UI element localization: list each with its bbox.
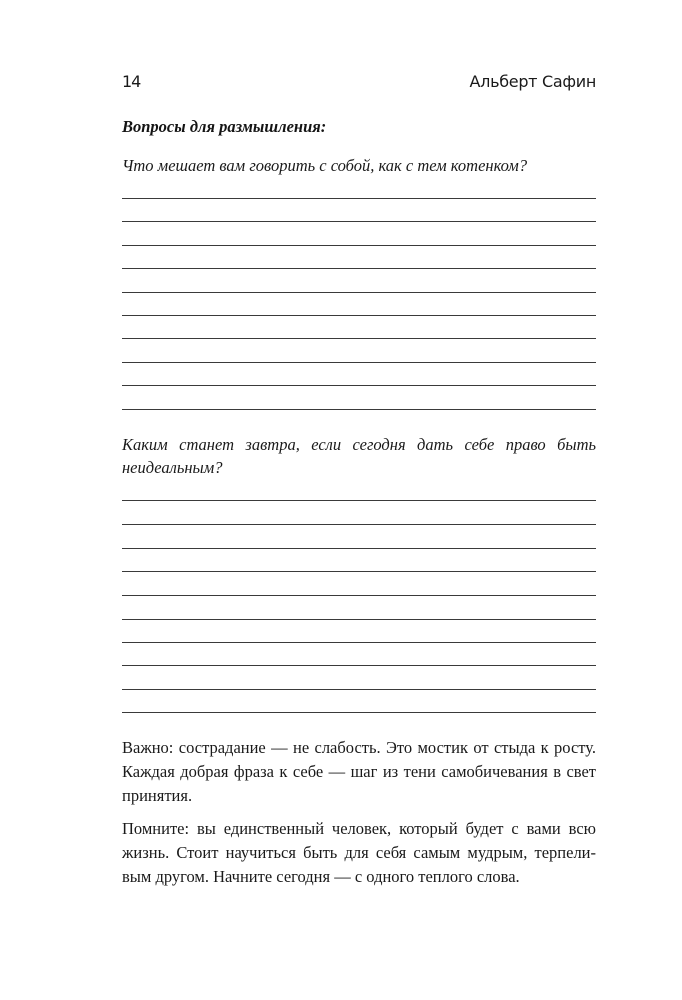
answer-line: [122, 315, 596, 316]
answer-line: [122, 712, 596, 713]
paragraph-line: жизнь. Стоит научиться быть для себя самым мудрым, терпели-: [122, 843, 596, 862]
answer-line: [122, 385, 596, 386]
paragraph-line: Помните: вы единственный человек, который будет с вами всю: [122, 819, 596, 838]
answer-line: [122, 500, 596, 501]
answer-line: [122, 524, 596, 525]
paragraph-line: Важно: сострадание — не слабость. Это мостик от стыда к росту.: [122, 738, 596, 757]
answer-line: [122, 221, 596, 222]
answer-line: [122, 595, 596, 596]
section-title: Вопросы для размышления:: [122, 117, 327, 136]
reflection-question-2: [122, 433, 596, 479]
answer-line: [122, 268, 596, 269]
answer-line: [122, 338, 596, 339]
paragraph-line: Каждая добрая фраза к себе — шаг из тени самобичевания в свет: [122, 762, 596, 781]
answer-line: [122, 409, 596, 410]
answer-line: [122, 548, 596, 549]
answer-line: [122, 619, 596, 620]
paragraph-remember: [122, 817, 596, 889]
answer-line: [122, 571, 596, 572]
answer-line: [122, 362, 596, 363]
paragraph-line: принятия.: [122, 786, 193, 805]
answer-line: [122, 245, 596, 246]
running-head: [122, 72, 596, 96]
answer-line: [122, 642, 596, 643]
paragraph-line: вым другом. Начните сегодня — с одного теплого слова.: [122, 867, 520, 886]
answer-line: [122, 689, 596, 690]
answer-line: [122, 665, 596, 666]
question-2-line-2: неидеальным?: [122, 458, 223, 477]
answer-line: [122, 292, 596, 293]
question-2-line-1: Каким станет завтра, если сегодня дать себе право быть: [122, 435, 596, 454]
page-number: 14: [122, 72, 141, 91]
paragraph-important: [122, 736, 596, 808]
answer-line: [122, 198, 596, 199]
author-name: Альберт Сафин: [469, 72, 596, 91]
reflection-question-1: Что мешает вам говорить с собой, как с тем котенком?: [122, 156, 528, 175]
